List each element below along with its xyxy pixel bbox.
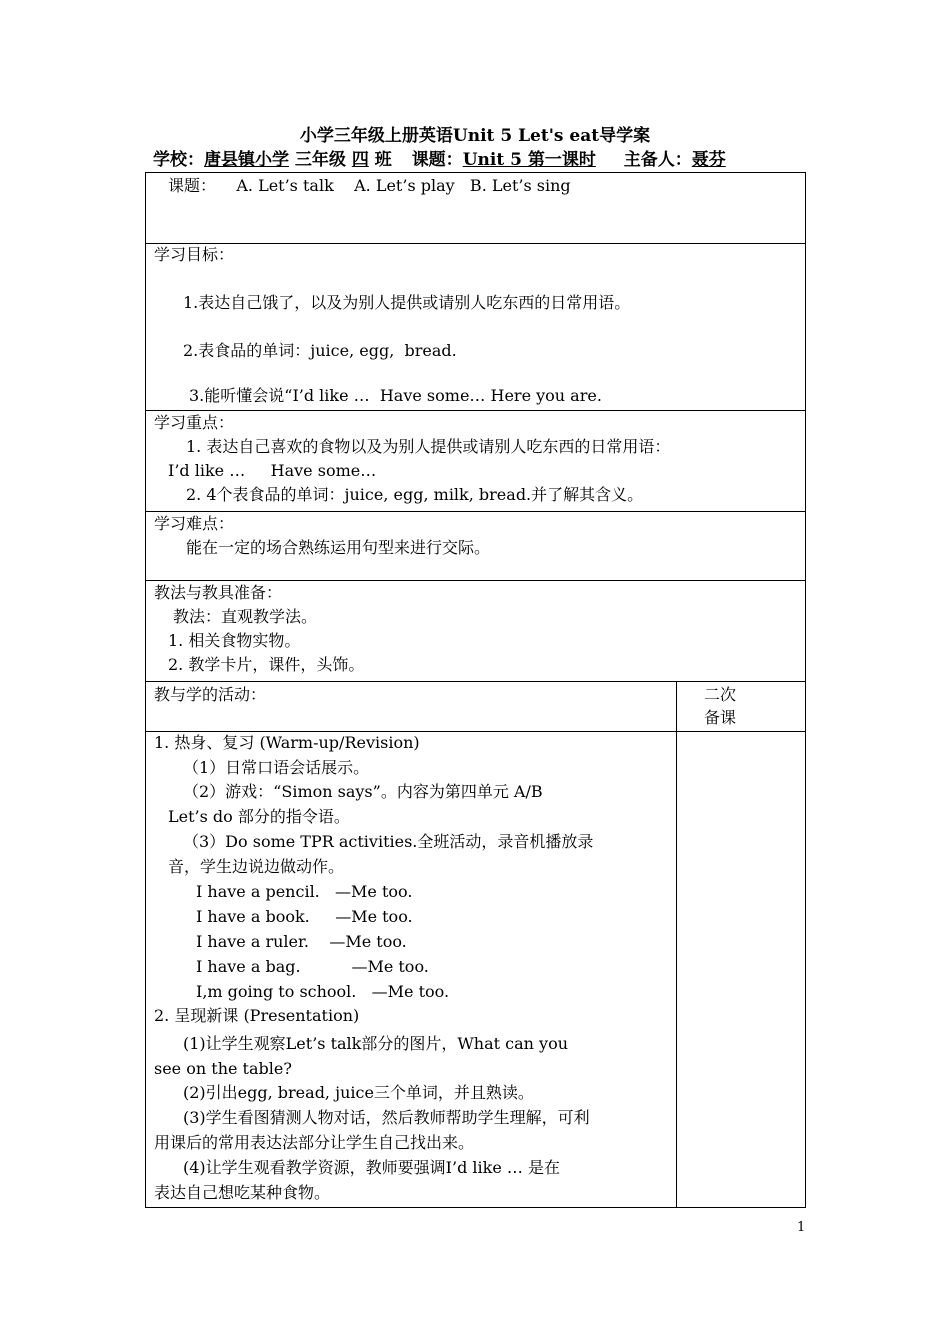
methods-heading: 教法与教具准备： (154, 583, 283, 602)
key-points-row (146, 411, 806, 512)
topic-row-text: 课题： A. Let’s talk A. Let’s play B. Let’s sing (168, 176, 571, 195)
second-prep-heading: 二次 (704, 685, 737, 704)
school-name: 唐县镇小学 (204, 150, 289, 170)
preparer-label: 主备人： (623, 150, 692, 170)
activity-line: I have a book. —Me too. (196, 907, 413, 926)
activity-line: I,m going to school. —Me too. (196, 982, 450, 1001)
method-line: 2. 教学卡片，课件，头饰。 (168, 655, 365, 674)
difficulties-row (146, 512, 806, 581)
activities-body-row (146, 732, 806, 1208)
document-header-line (153, 149, 813, 171)
activity-line: see on the table? (154, 1059, 292, 1078)
goal-item: 2.表食品的单词：juice, egg, bread. (183, 341, 457, 360)
goals-heading: 学习目标： (154, 245, 235, 264)
activity-line: I have a ruler. —Me too. (196, 932, 407, 951)
activity-line: (2)引出egg, bread, juice三个单词，并且熟读。 (183, 1083, 534, 1102)
activity-line: （3）Do some TPR activities.全班活动，录音机播放录 (183, 832, 594, 851)
topic-row (146, 173, 806, 244)
activity-line: 用课后的常用表达法部分让学生自己找出来。 (154, 1133, 475, 1152)
topic-value: Unit 5 第一课时 (462, 150, 596, 170)
activities-header-row (146, 682, 806, 732)
method-line: 1. 相关食物实物。 (168, 631, 301, 650)
activity-line: I have a bag. —Me too. (196, 957, 429, 976)
topic-label: 课题： (411, 150, 463, 170)
activity-line: 表达自己想吃某种食物。 (154, 1183, 331, 1202)
school-label: 学校： (153, 150, 204, 170)
goals-row (146, 244, 806, 411)
goal-item: 1.表达自己饿了，以及为别人提供或请别人吃东西的日常用语。 (183, 293, 631, 312)
key-points-heading: 学习重点： (154, 413, 235, 432)
key-point-line: 1. 表达自己喜欢的食物以及为别人提供或请别人吃东西的日常用语： (186, 437, 671, 456)
activity-line: (3)学生看图猜测人物对话，然后教师帮助学生理解，可利 (183, 1108, 590, 1127)
activity-line: 音，学生边说边做动作。 (168, 857, 345, 876)
page-number: 1 (797, 1220, 806, 1235)
goal-item: 3.能听懂会说“I’d like … Have some… Here you are. (189, 386, 602, 405)
activity-line: 1. 热身、复习 (Warm-up/Revision) (154, 733, 420, 752)
activity-line: (4)让学生观看教学资源，教师要强调I’d like … 是在 (183, 1158, 560, 1177)
second-prep-heading: 备课 (704, 708, 737, 727)
second-prep-notes (677, 732, 805, 1207)
activity-line: I have a pencil. —Me too. (196, 882, 413, 901)
key-point-line: I’d like … Have some… (168, 461, 377, 480)
activity-line: (1)让学生观察Let’s talk部分的图片，What can you (183, 1034, 569, 1053)
class-label: 班 (374, 150, 392, 170)
activities-heading: 教与学的活动： (154, 685, 267, 704)
grade: 三年级 (294, 150, 346, 170)
lesson-plan-table (145, 172, 806, 1208)
activity-line: （1）日常口语会话展示。 (183, 758, 370, 777)
key-point-line: 2. 4个表食品的单词：juice, egg, milk, bread.并了解其含义。 (186, 485, 644, 504)
activity-line: 2. 呈现新课 (Presentation) (154, 1006, 360, 1025)
activity-line: Let’s do 部分的指令语。 (168, 807, 350, 826)
preparer-name: 聂芬 (691, 150, 726, 170)
class-number: 四 (351, 150, 369, 170)
difficulty-line: 能在一定的场合熟练运用句型来进行交际。 (186, 538, 491, 557)
activity-line: （2）游戏：“Simon says”。内容为第四单元 A/B (183, 782, 543, 801)
method-line: 教法：直观教学法。 (173, 607, 318, 626)
difficulties-heading: 学习难点： (154, 514, 235, 533)
document-title: 小学三年级上册英语Unit 5 Let's eat导学案 (299, 126, 651, 146)
methods-row (146, 581, 806, 682)
